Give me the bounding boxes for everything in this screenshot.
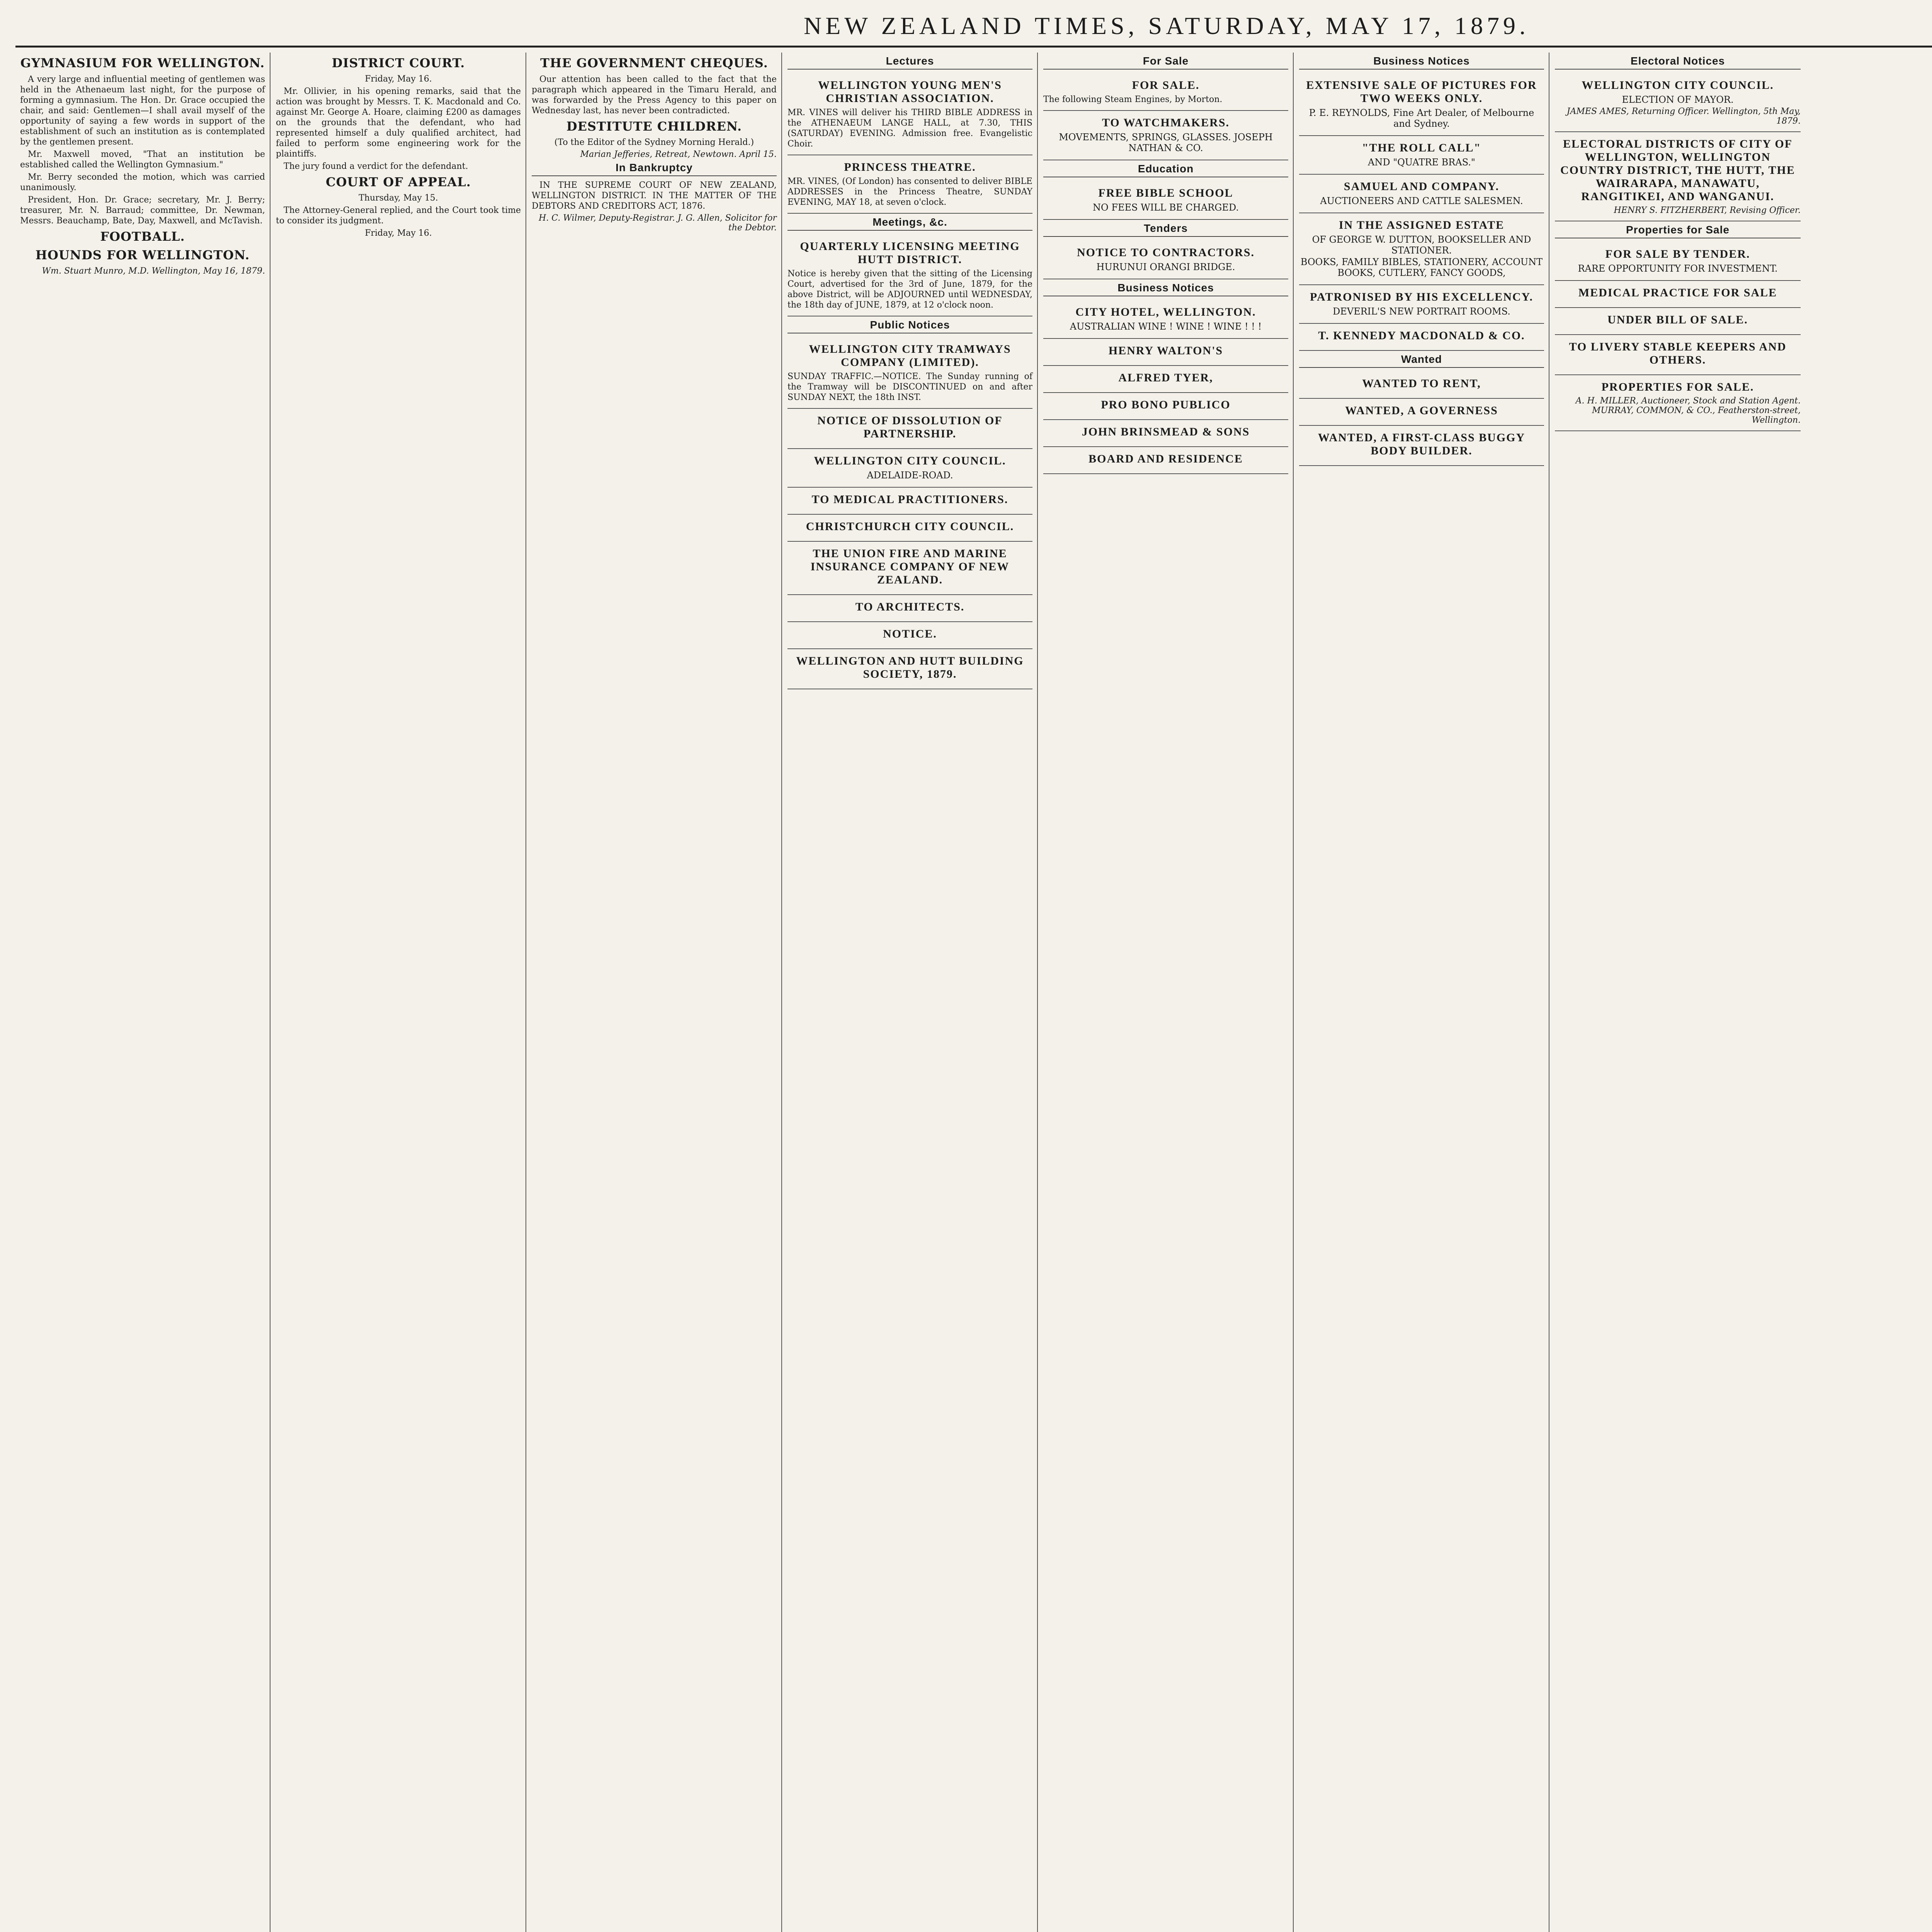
for-sale-section: For Sale <box>1043 55 1288 70</box>
building-society-ad <box>787 649 1032 689</box>
watchmakers-ad <box>1043 111 1288 160</box>
mayor-election-ad <box>1555 73 1801 132</box>
pictures-sale-body: P. E. REYNOLDS, Fine Art Dealer, of Melbourne and Sydney. <box>1309 107 1534 129</box>
business-notices-section-2: Business Notices <box>1299 55 1544 70</box>
district-court-article <box>276 86 521 172</box>
licensing-meeting-heading: QUARTERLY LICENSING MEETING HUTT DISTRICT. <box>800 240 1020 266</box>
brinsmead-ad <box>1043 420 1288 447</box>
assigned-estate-items: BOOKS, FAMILY BIBLES, STATIONERY, ACCOUNT BOOKS, CUTLERY, FANCY GOODS, <box>1300 257 1543 278</box>
lectures-section: Lectures <box>787 55 1032 70</box>
ymca-ad-heading: WELLINGTON YOUNG MEN'S CHRISTIAN ASSOCIATION. <box>818 79 1002 105</box>
steam-engines-body: The following Steam Engines, by Morton. <box>1043 95 1223 104</box>
assigned-estate-sub: OF GEORGE W. DUTTON, BOOKSELLER AND STATIONER. <box>1312 234 1531 256</box>
column-4 <box>783 53 1038 1932</box>
gymnasium-paragraph: President, Hon. Dr. Grace; secretary, Mr. J. Berry; treasurer, Mr. N. Barraud; committee, Dr. Newman, Messrs. Beauchamp, Bate, Day, Maxwell, and McTavish. <box>20 195 265 226</box>
alfred-tyer-heading: ALFRED TYER, <box>1118 371 1213 384</box>
column-1 <box>15 53 270 1932</box>
wanted-section: Wanted <box>1299 353 1544 368</box>
princess-theatre-heading: PRINCESS THEATRE. <box>844 161 976 173</box>
destitute-children-subheading: (To the Editor of the Sydney Morning Herald.) <box>554 138 754 147</box>
electoral-districts-heading: ELECTORAL DISTRICTS OF CITY OF WELLINGTON, WELLINGTON COUNTRY DISTRICT, THE HUTT, THE WAIRARAPA, MANAWATU, RANGITIKEI, AND WANGANUI. <box>1560 138 1795 203</box>
samuel-company-sub: AUCTIONEERS AND CATTLE SALESMEN. <box>1320 196 1523 206</box>
board-residence-ad <box>1043 447 1288 474</box>
properties-for-sale-signature: A. H. MILLER, Auctioneer, Stock and Station Agent. MURRAY, COMMON, & CO., Featherston-street, Wellington. <box>1575 396 1801 425</box>
pro-bono-publico-heading: PRO BONO PUBLICO <box>1101 398 1231 411</box>
city-council-sub: ADELAIDE-ROAD. <box>867 470 953 481</box>
district-court-heading: DISTRICT COURT. <box>332 56 465 70</box>
deveril-ad <box>1299 285 1544 324</box>
gymnasium-paragraph: Mr. Berry seconded the motion, which was carried unanimously. <box>20 172 265 192</box>
court-of-appeal-paragraph: The Attorney-General replied, and the Court took time to consider its judgment. <box>276 206 521 226</box>
government-cheques-heading: THE GOVERNMENT CHEQUES. <box>540 56 768 70</box>
union-insurance-ad <box>787 542 1032 595</box>
gymnasium-article <box>20 74 265 226</box>
football-heading: FOOTBALL. <box>100 229 185 244</box>
tramways-body: SUNDAY TRAFFIC.—NOTICE. The Sunday running of the Tramway will be DISCONTINUED on and after SUNDAY NEXT, the 18th INST. <box>787 372 1032 402</box>
building-society-heading: WELLINGTON AND HUTT BUILDING SOCIETY, 1879. <box>796 655 1024 680</box>
union-insurance-heading: THE UNION FIRE AND MARINE INSURANCE COMPANY OF NEW ZEALAND. <box>810 547 1010 586</box>
samuel-company-ad <box>1299 175 1544 213</box>
sale-by-tender-sub: RARE OPPORTUNITY FOR INVESTMENT. <box>1578 263 1778 274</box>
bankruptcy-section-heading: In Bankruptcy <box>532 162 777 176</box>
properties-for-sale-heading: PROPERTIES FOR SALE. <box>1601 381 1754 393</box>
bible-school-body: NO FEES WILL BE CHARGED. <box>1093 202 1239 213</box>
properties-section: Properties for Sale <box>1555 224 1801 238</box>
electoral-districts-signature: HENRY S. FITZHERBERT, Revising Officer. <box>1614 206 1801 215</box>
kennedy-macdonald-ad <box>1299 324 1544 351</box>
sale-by-tender-heading: FOR SALE BY TENDER. <box>1605 248 1750 260</box>
bankruptcy-paragraph: IN THE SUPREME COURT OF NEW ZEALAND, WELLINGTON DISTRICT. IN THE MATTER OF THE DEBTORS AND CREDITORS ACT, 1876. <box>532 180 777 211</box>
roll-call-heading: "THE ROLL CALL" <box>1362 141 1481 154</box>
princess-theatre-ad <box>787 155 1032 214</box>
business-notices-section: Business Notices <box>1043 282 1288 296</box>
impounded-notice-ad <box>787 622 1032 649</box>
city-council-ad <box>787 449 1032 488</box>
electoral-districts-ad <box>1555 132 1801 221</box>
gymnasium-paragraph: A very large and influential meeting of gentlemen was held in the Athenaeum last night, for the purpose of forming a gymnasium. The Hon. Dr. Grace occupied the chair, and said: Gentlemen—I shall avail myself of the opportunity of saying a few words in support of the establishment of such an institution as is contemplated by the gentlemen present. <box>20 75 265 147</box>
watchmakers-heading: TO WATCHMAKERS. <box>1102 116 1230 129</box>
roll-call-ad <box>1299 136 1544 175</box>
architects-heading: TO ARCHITECTS. <box>855 600 965 613</box>
public-notices-section: Public Notices <box>787 319 1032 333</box>
district-court-paragraph: The jury found a verdict for the defendant. <box>284 162 468 171</box>
hounds-signature: Wm. Stuart Munro, M.D. Wellington, May 16, 1879. <box>42 266 265 276</box>
bankruptcy-notice <box>532 180 777 211</box>
henry-walton-ad <box>1043 339 1288 366</box>
deveril-sub: DEVERIL'S NEW PORTRAIT ROOMS. <box>1333 306 1510 317</box>
kennedy-macdonald-heading: T. KENNEDY MACDONALD & CO. <box>1318 329 1525 342</box>
destitute-children-signature: Marian Jefferies, Retreat, Newtown. April 15. <box>580 150 777 159</box>
tenders-section: Tenders <box>1043 222 1288 237</box>
medical-practice-ad <box>1555 281 1801 308</box>
dissolution-heading: NOTICE OF DISSOLUTION OF PARTNERSHIP. <box>817 414 1003 440</box>
ymca-ad <box>787 73 1032 155</box>
bill-of-sale-ad <box>1555 308 1801 335</box>
brinsmead-heading: JOHN BRINSMEAD & SONS <box>1082 425 1250 438</box>
pictures-sale-heading: EXTENSIVE SALE OF PICTURES FOR TWO WEEKS ONLY. <box>1306 79 1537 105</box>
properties-for-sale-ad <box>1555 375 1801 431</box>
bible-school-heading: FREE BIBLE SCHOOL <box>1098 187 1233 199</box>
watchmakers-body: MOVEMENTS, SPRINGS, GLASSES. JOSEPH NATHAN & CO. <box>1059 132 1273 153</box>
medical-practitioners-ad <box>787 488 1032 515</box>
contractors-heading: NOTICE TO CONTRACTORS. <box>1077 246 1255 259</box>
livery-stable-heading: TO LIVERY STABLE KEEPERS AND OTHERS. <box>1569 340 1787 366</box>
steam-engines-ad <box>1043 73 1288 111</box>
city-council-heading: WELLINGTON CITY COUNCIL. <box>814 454 1006 467</box>
bankruptcy-signature: H. C. Wilmer, Deputy-Registrar. J. G. Allen, Solicitor for the Debtor. <box>539 213 777 233</box>
pictures-sale-ad <box>1299 73 1544 136</box>
government-cheques-paragraph: Our attention has been called to the fact that the paragraph which appeared in the Timaru Herald, and was forwarded by the Press Agency to this paper on Wednesday last, has never been contradicted. <box>532 75 777 116</box>
education-section: Education <box>1043 163 1288 177</box>
destitute-children-heading: DESTITUTE CHILDREN. <box>566 119 742 134</box>
city-hotel-ad <box>1043 300 1288 339</box>
henry-walton-heading: HENRY WALTON'S <box>1108 344 1223 357</box>
ymca-ad-body: MR. VINES will deliver his THIRD BIBLE ADDRESS in the ATHENAEUM LANGE HALL, at 7.30, THIS (SATURDAY) EVENING. Admission free. Evangelistic Choir. <box>787 108 1032 149</box>
bill-of-sale-heading: UNDER BILL OF SALE. <box>1607 313 1748 326</box>
mayor-election-signature: JAMES AMES, Returning Officer. Wellington, 5th May, 1879. <box>1566 107 1801 126</box>
column-7 <box>1550 53 1805 1932</box>
column-5 <box>1039 53 1294 1932</box>
court-of-appeal-article <box>276 205 521 226</box>
deveril-heading: PATRONISED BY HIS EXCELLENCY. <box>1310 291 1534 303</box>
court-of-appeal-date-2: Friday, May 16. <box>365 228 432 238</box>
tramways-heading: WELLINGTON CITY TRAMWAYS COMPANY (LIMITED). <box>809 343 1011 369</box>
board-residence-heading: BOARD AND RESIDENCE <box>1088 452 1243 465</box>
wanted-builder-ad <box>1299 426 1544 466</box>
hounds-heading: HOUNDS FOR WELLINGTON. <box>35 248 250 262</box>
wanted-builder-heading: WANTED, A FIRST-CLASS BUGGY BODY BUILDER. <box>1318 431 1526 457</box>
roll-call-sub: AND "QUATRE BRAS." <box>1368 157 1475 168</box>
court-of-appeal-heading: COURT OF APPEAL. <box>326 175 471 189</box>
impounded-notice-heading: NOTICE. <box>883 628 937 640</box>
city-hotel-body: AUSTRALIAN WINE ! WINE ! WINE ! ! ! <box>1070 321 1262 332</box>
assigned-estate-ad <box>1299 213 1544 285</box>
medical-practitioners-heading: TO MEDICAL PRACTITIONERS. <box>811 493 1009 506</box>
electoral-notices-section: Electoral Notices <box>1555 55 1801 70</box>
district-court-date: Friday, May 16. <box>365 74 432 84</box>
contractors-body: HURUNUI ORANGI BRIDGE. <box>1096 262 1235 272</box>
licensing-meeting-body: Notice is hereby given that the sitting of the Licensing Court, advertised for the 3rd of June, 1879, for the above District, will be ADJOURNED until WEDNESDAY, the 18th day of JUNE, 1879, at 12 o'clock noon. <box>787 269 1032 310</box>
court-of-appeal-date: Thursday, May 15. <box>359 193 438 203</box>
christchurch-council-heading: CHRISTCHURCH CITY COUNCIL. <box>806 520 1014 533</box>
dissolution-ad <box>787 409 1032 449</box>
contractors-ad <box>1043 241 1288 279</box>
wanted-rent-heading: WANTED TO RENT, <box>1362 377 1481 390</box>
mayor-election-heading: WELLINGTON CITY COUNCIL. <box>1582 79 1774 92</box>
meetings-section: Meetings, &c. <box>787 216 1032 231</box>
masthead-rule <box>15 46 1932 48</box>
column-6 <box>1294 53 1549 1932</box>
livery-stable-ad <box>1555 335 1801 375</box>
christchurch-council-ad <box>787 515 1032 542</box>
gymnasium-heading: GYMNASIUM FOR WELLINGTON. <box>20 56 265 70</box>
bible-school-ad <box>1043 181 1288 220</box>
gymnasium-paragraph: Mr. Maxwell moved, "That an institution be established called the Wellington Gymnasium." <box>20 150 265 170</box>
sale-by-tender-ad <box>1555 242 1801 281</box>
samuel-company-heading: SAMUEL AND COMPANY. <box>1344 180 1500 193</box>
wanted-governess-heading: WANTED, A GOVERNESS <box>1345 404 1498 417</box>
mayor-election-sub: ELECTION OF MAYOR. <box>1622 94 1734 105</box>
alfred-tyer-ad <box>1043 366 1288 393</box>
licensing-meeting-ad <box>787 235 1032 316</box>
tramways-ad <box>787 337 1032 409</box>
assigned-estate-heading: IN THE ASSIGNED ESTATE <box>1338 219 1505 231</box>
column-2 <box>271 53 526 1932</box>
column-3 <box>527 53 782 1932</box>
princess-theatre-body: MR. VINES, (Of London) has consented to deliver BIBLE ADDRESSES in the Princess Theatre, SUNDAY EVENING, MAY 18, at seven o'clock. <box>787 177 1032 207</box>
wanted-rent-ad <box>1299 372 1544 399</box>
architects-ad <box>787 595 1032 622</box>
medical-practice-heading: MEDICAL PRACTICE FOR SALE <box>1578 286 1777 299</box>
pro-bono-publico-ad <box>1043 393 1288 420</box>
steam-engines-heading: FOR SALE. <box>1132 79 1200 92</box>
masthead: NEW ZEALAND TIMES, SATURDAY, MAY 17, 1879. <box>804 12 1529 39</box>
district-court-paragraph: Mr. Ollivier, in his opening remarks, said that the action was brought by Messrs. T. K. Macdonald and Co. against Mr. George A. Hoare, claiming £200 as damages on the grounds that the defendant, who had represented himself a duly qualified architect, had failed to perform some engineering work for the plaintiffs. <box>276 87 521 159</box>
wanted-governess-ad <box>1299 399 1544 426</box>
government-cheques-article <box>532 74 777 116</box>
columns <box>15 53 1932 1932</box>
city-hotel-heading: CITY HOTEL, WELLINGTON. <box>1075 306 1256 318</box>
